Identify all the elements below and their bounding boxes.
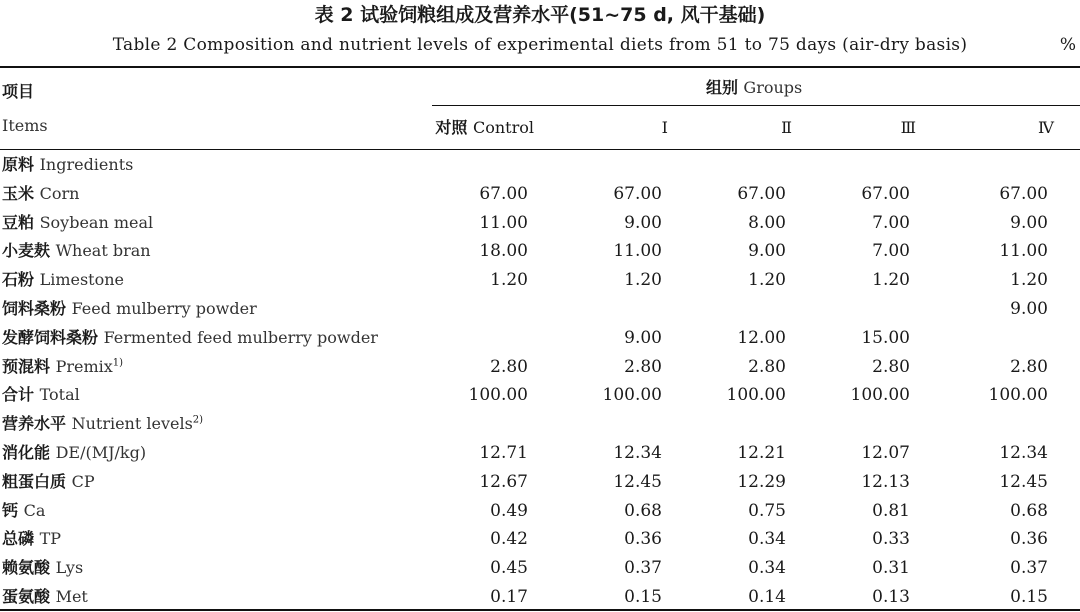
table-cell: 0.33 — [872, 529, 910, 550]
row-label — [2, 527, 61, 551]
table-cell: 9.00 — [624, 212, 662, 233]
table-row — [0, 583, 1080, 612]
row-label-en: CP — [71, 471, 95, 491]
table-row — [0, 237, 1080, 266]
table-cell: 0.42 — [490, 529, 528, 550]
items-header-cn: 项目 — [2, 82, 35, 101]
table-cell: 0.37 — [624, 558, 662, 579]
table-cell: 1.20 — [1010, 270, 1048, 291]
groups-header — [706, 76, 802, 100]
table-cell: 2.80 — [624, 356, 662, 377]
items-header-en: Items — [2, 116, 48, 135]
row-label-cn: 豆粕 — [2, 212, 40, 232]
row-label-cn: 营养水平 — [2, 414, 72, 434]
table-cell: 12.00 — [737, 327, 786, 348]
table-row — [0, 525, 1080, 554]
table-row — [0, 295, 1080, 324]
groups-header-en: Groups — [743, 78, 803, 97]
table-row — [0, 468, 1080, 497]
row-label — [2, 585, 88, 609]
table-cell: 12.13 — [861, 471, 910, 492]
column-header-1 — [662, 116, 668, 140]
column-header-en: Control — [472, 118, 534, 137]
row-label-cn: 石粉 — [2, 270, 40, 290]
table-row — [0, 180, 1080, 209]
column-header-cn: 对照 — [435, 118, 473, 137]
row-label-en: TP — [39, 529, 62, 549]
row-label-cn: 总磷 — [2, 529, 40, 549]
table-cell: 11.00 — [479, 212, 528, 233]
table-cell: 9.00 — [1010, 299, 1048, 319]
row-label — [2, 470, 95, 494]
row-label — [2, 412, 203, 436]
table-cell: 0.68 — [1010, 500, 1048, 521]
top-rule — [0, 66, 1080, 68]
row-label-cn: 消化能 — [2, 443, 56, 462]
column-header-en: Ⅱ — [781, 118, 792, 137]
row-label — [2, 297, 257, 321]
row-label-en: DE/(MJ/kg) — [55, 443, 147, 462]
table-cell: 9.00 — [1010, 212, 1048, 233]
table-cell: 12.07 — [861, 443, 910, 463]
column-header-en: Ⅰ — [661, 118, 668, 137]
row-label-en: Ca — [23, 500, 46, 520]
row-label — [2, 383, 80, 407]
table-cell: 67.00 — [479, 183, 528, 204]
row-label-cn: 蛋氨酸 — [2, 587, 56, 606]
row-label-en: Wheat bran — [55, 241, 151, 261]
table-cell: 2.80 — [872, 356, 910, 377]
table-cell: 0.34 — [748, 558, 786, 579]
table-cell: 18.00 — [479, 241, 528, 262]
table-cell: 15.00 — [861, 327, 910, 348]
table-row — [0, 151, 1080, 180]
table-cell: 0.68 — [624, 500, 662, 521]
table-cell: 12.45 — [999, 471, 1048, 492]
header-rule — [0, 149, 1080, 150]
table-cell: 2.80 — [1010, 356, 1048, 377]
table-cell: 2.80 — [490, 356, 528, 377]
table-title-en: Table 2 Composition and nutrient levels of experimental diets from 51 to 75 days (air-dry basis) — [112, 35, 968, 55]
row-label — [2, 153, 133, 177]
table-cell: 0.45 — [490, 558, 528, 579]
row-label-cn: 发酵饲料桑粉 — [2, 327, 104, 347]
table-cell: 12.29 — [737, 471, 786, 492]
row-label-en: Limestone — [39, 270, 125, 290]
column-header-en: Ⅳ — [1038, 118, 1054, 137]
table-cell: 11.00 — [999, 241, 1048, 262]
row-label — [2, 355, 123, 379]
table-cell: 12.34 — [613, 443, 662, 463]
table-row — [0, 439, 1080, 468]
table-row — [0, 353, 1080, 382]
column-header-3 — [901, 116, 916, 140]
row-label-en: Total — [39, 385, 80, 405]
table-cell: 11.00 — [613, 241, 662, 262]
table-cell: 0.15 — [624, 587, 662, 607]
row-label-en: Soybean meal — [39, 212, 154, 232]
footnote-marker: 2) — [192, 414, 204, 426]
row-label-cn: 赖氨酸 — [2, 558, 56, 578]
table-cell: 12.71 — [479, 443, 528, 463]
table-cell: 0.13 — [872, 587, 910, 607]
groups-header-cn: 组别 — [706, 78, 739, 97]
table-cell: 100.00 — [602, 385, 662, 406]
table-cell: 100.00 — [988, 385, 1048, 406]
row-label-cn: 玉米 — [2, 183, 40, 203]
groups-rule — [432, 105, 1080, 106]
column-header-en: Ⅲ — [900, 118, 916, 137]
row-label — [2, 441, 146, 465]
row-label — [2, 182, 79, 206]
table-cell: 100.00 — [726, 385, 786, 406]
row-label-en: Ingredients — [39, 155, 134, 174]
table-cell: 1.20 — [490, 270, 528, 291]
footnote-marker: 1) — [112, 357, 124, 369]
table-cell: 9.00 — [624, 327, 662, 348]
table-cell: 0.36 — [624, 529, 662, 550]
table-row — [0, 410, 1080, 439]
column-header-2 — [781, 116, 792, 140]
row-label-cn: 预混料 — [2, 356, 56, 376]
table-row — [0, 497, 1080, 526]
table-cell: 0.37 — [1010, 558, 1048, 579]
row-label — [2, 326, 378, 350]
table-cell: 0.31 — [872, 558, 910, 579]
table-cell: 0.34 — [748, 529, 786, 550]
row-label-en: Met — [55, 587, 88, 606]
row-label — [2, 211, 153, 235]
table-cell: 2.80 — [748, 356, 786, 377]
table-cell: 8.00 — [748, 212, 786, 233]
table-cell: 1.20 — [624, 270, 662, 291]
table-cell: 0.14 — [748, 587, 786, 607]
table-cell: 7.00 — [872, 212, 910, 233]
table-cell: 1.20 — [748, 270, 786, 291]
row-label — [2, 499, 45, 523]
row-label-cn: 小麦麸 — [2, 241, 56, 261]
table-cell: 12.21 — [737, 443, 786, 463]
row-label-en: Corn — [39, 183, 80, 203]
table-row — [0, 381, 1080, 410]
row-label-cn: 钙 — [2, 500, 24, 520]
row-label-en: Fermented feed mulberry powder — [103, 327, 378, 347]
table-row — [0, 324, 1080, 353]
unit-label: % — [1059, 35, 1076, 55]
table-cell: 0.81 — [872, 500, 910, 521]
table-cell: 67.00 — [861, 183, 910, 204]
row-label-en: Feed mulberry powder — [71, 299, 257, 318]
row-label-cn: 饲料桑粉 — [2, 299, 72, 318]
table-cell: 12.45 — [613, 471, 662, 492]
table-cell: 0.36 — [1010, 529, 1048, 550]
table-cell: 67.00 — [999, 183, 1048, 204]
table-cell: 100.00 — [468, 385, 528, 406]
table-cell: 0.75 — [748, 500, 786, 521]
table-cell: 67.00 — [613, 183, 662, 204]
table-row — [0, 554, 1080, 583]
table-cell: 0.49 — [490, 500, 528, 521]
table-row — [0, 209, 1080, 238]
table-cell: 67.00 — [737, 183, 786, 204]
table-cell: 9.00 — [748, 241, 786, 262]
column-header-4 — [1038, 116, 1054, 140]
table-cell: 7.00 — [872, 241, 910, 262]
row-label — [2, 556, 83, 580]
table-cell: 1.20 — [872, 270, 910, 291]
table-cell: 100.00 — [850, 385, 910, 406]
table-cell: 12.34 — [999, 443, 1048, 463]
row-label — [2, 239, 151, 263]
row-label-en: Lys — [55, 558, 84, 578]
row-label-cn: 合计 — [2, 385, 40, 405]
table-row — [0, 266, 1080, 295]
row-label-cn: 原料 — [2, 155, 40, 174]
row-label — [2, 268, 124, 292]
table-cell: 0.17 — [490, 587, 528, 607]
row-label-cn: 粗蛋白质 — [2, 471, 72, 491]
table-cell: 12.67 — [479, 471, 528, 492]
row-label-en: Nutrient levels — [71, 414, 193, 434]
row-label-en: Premix — [55, 356, 113, 376]
column-header-0 — [435, 116, 534, 140]
table-title-cn: 表 2 试验饲粮组成及营养水平(51~75 d, 风干基础) — [314, 4, 766, 26]
table-cell: 0.15 — [1010, 587, 1048, 607]
